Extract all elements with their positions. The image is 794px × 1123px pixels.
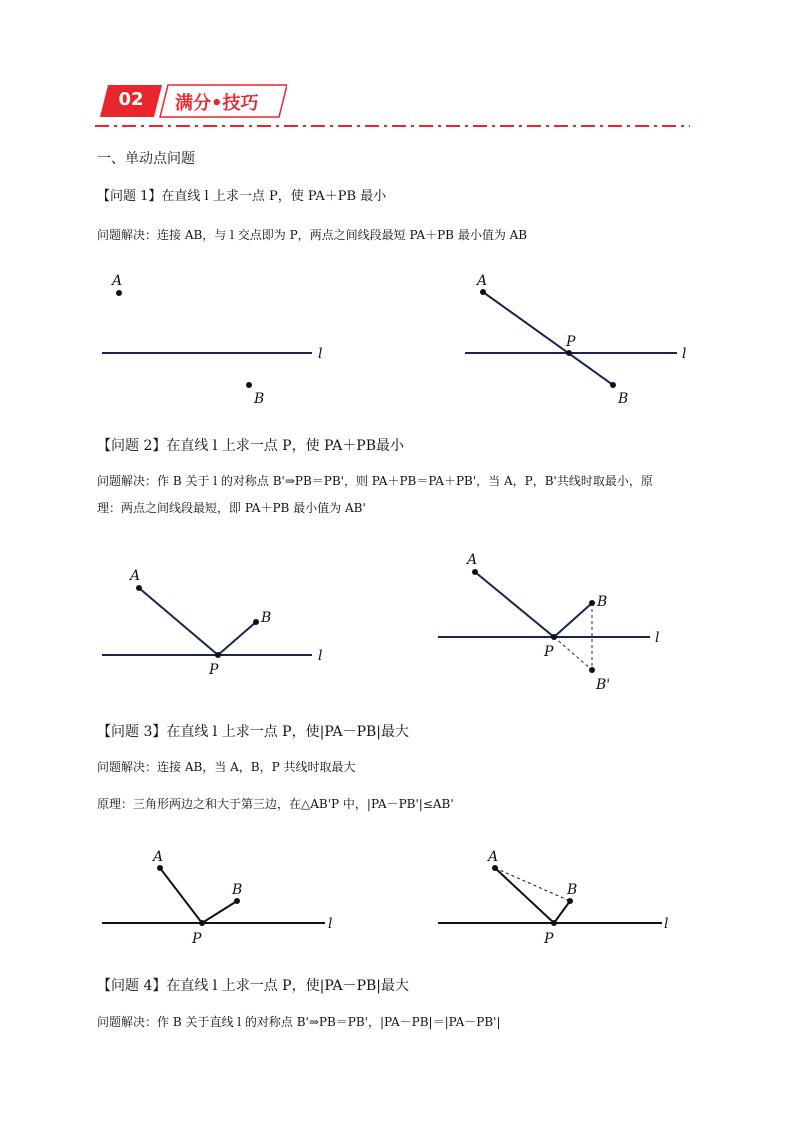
label-l: l <box>318 346 323 362</box>
segment-AP <box>495 868 554 923</box>
point-P <box>551 920 557 926</box>
label-A: A <box>477 273 488 289</box>
point-A <box>480 289 486 295</box>
label-B: B <box>567 882 578 898</box>
point-B <box>589 600 595 606</box>
label-B: B <box>618 391 629 407</box>
segment-PB <box>554 603 592 637</box>
point-A <box>492 865 498 871</box>
label-P: P <box>209 662 219 678</box>
point-A <box>116 290 122 296</box>
segment-PB <box>554 901 570 923</box>
segment-AB <box>495 868 570 901</box>
point-P <box>566 350 572 356</box>
point-P <box>199 920 205 926</box>
label-l: l <box>655 630 660 646</box>
q2-solution-line2: 理：两点之间线段最短，即 PA＋PB 最小值为 AB' <box>97 501 366 515</box>
q2-diagram-left <box>90 560 340 685</box>
header-title: 满分•技巧 <box>175 93 259 114</box>
label-B: B <box>597 594 608 610</box>
label-A: A <box>112 273 123 289</box>
q3-title: 【问题 3】在直线 l 上求一点 P，使|PA－PB|最大 <box>97 724 409 740</box>
label-A: A <box>467 552 478 568</box>
q4-title: 【问题 4】在直线 l 上求一点 P，使|PA－PB|最大 <box>97 978 409 994</box>
q2-title: 【问题 2】在直线 l 上求一点 P，使 PA＋PB最小 <box>97 438 405 454</box>
segment-AB <box>483 292 613 385</box>
q1-diagram-left <box>90 265 350 415</box>
segment-AP <box>475 572 554 637</box>
header-divider <box>95 123 695 129</box>
segment-AP <box>139 588 218 655</box>
label-l: l <box>664 916 669 932</box>
point-P <box>215 652 221 658</box>
q3-principle: 原理：三角形两边之和大于第三边，在△AB'P 中，|PA－PB'|≤AB' <box>97 797 454 811</box>
point-B <box>234 898 240 904</box>
label-P: P <box>566 334 576 350</box>
q1-solution: 问题解决：连接 AB，与 l 交点即为 P，两点之间线段最短 PA＋PB 最小值为 AB <box>97 228 528 242</box>
label-P: P <box>192 931 202 947</box>
point-P <box>551 634 557 640</box>
label-l: l <box>682 346 687 362</box>
point-B <box>567 898 573 904</box>
label-A: A <box>153 849 164 865</box>
q4-solution: 问题解决：作 B 关于直线 l 的对称点 B'⇒PB＝PB'，|PA－PB|＝|PA－PB'| <box>97 1015 501 1029</box>
segment-AP <box>160 868 202 923</box>
point-B <box>253 619 259 625</box>
q2-diagram-right <box>430 545 680 695</box>
segment-PB <box>218 622 256 655</box>
label-l: l <box>318 648 323 664</box>
q1-title: 【问题 1】在直线 l 上求一点 P，使 PA＋PB 最小 <box>97 189 387 204</box>
point-A <box>136 585 142 591</box>
label-Bprime: B' <box>596 677 611 693</box>
label-P: P <box>544 644 554 660</box>
point-B <box>610 382 616 388</box>
label-l: l <box>328 916 333 932</box>
q3-diagram-left <box>90 845 350 950</box>
label-B: B <box>261 610 272 626</box>
label-A: A <box>130 568 141 584</box>
q1-diagram-right <box>455 265 705 415</box>
q3-diagram-right <box>430 845 680 950</box>
segment-PBp <box>554 637 592 670</box>
point-B <box>246 382 252 388</box>
q3-solution: 问题解决：连接 AB，当 A，B，P 共线时取最大 <box>97 760 356 774</box>
point-A <box>157 865 163 871</box>
label-P: P <box>544 931 554 947</box>
q2-solution-line1: 问题解决：作 B 关于 l 的对称点 B'⇒PB＝PB'，则 PA＋PB＝PA＋PB'，当 A，P，B'共线时取最小，原 <box>97 474 653 488</box>
point-Bprime <box>589 667 595 673</box>
label-B: B <box>254 391 265 407</box>
label-A: A <box>488 849 499 865</box>
label-B: B <box>232 882 243 898</box>
segment-PB <box>202 901 237 923</box>
point-A <box>472 569 478 575</box>
section-title: 一、单动点问题 <box>97 151 195 167</box>
header-number: 02 <box>118 89 144 110</box>
